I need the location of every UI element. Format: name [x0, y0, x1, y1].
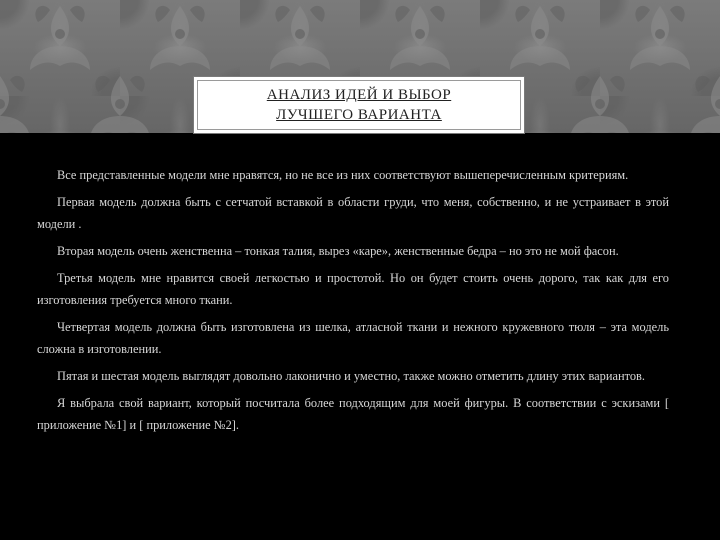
paragraph-3: Вторая модель очень женственна – тонкая талия, вырез «каре», женственные бедра – но это не мой фасон. — [57, 244, 619, 258]
paragraph-7: Я выбрала свой вариант, который посчитала более подходящим для моей фигуры. В соответствии с эскизами [ приложение №1] и [ приложение №2]. — [37, 396, 669, 432]
paragraph-2: Первая модель должна быть с сетчатой вставкой в области груди, что меня, собственно, и не устраивает в этой модели . — [37, 195, 669, 231]
slide-body — [37, 164, 669, 441]
slide-title — [267, 85, 451, 125]
title-line-2: ЛУЧШЕГО ВАРИАНТА — [276, 107, 442, 123]
title-line-1: АНАЛИЗ ИДЕЙ И ВЫБОР — [266, 87, 452, 103]
title-box — [193, 76, 525, 134]
paragraph-1: Все представленные модели мне нравятся, но не все из них соответствуют вышеперечисленным критериям. — [57, 168, 629, 182]
paragraph-5: Четвертая модель должна быть изготовлена из шелка, атласной ткани и нежного кружевного тюля – эта модель сложна в изготовлении. — [37, 320, 669, 356]
paragraph-4: Третья модель мне нравится своей легкостью и простотой. Но он будет стоить очень дорого, так как для его изготовления требуется много ткани. — [37, 271, 669, 307]
paragraph-6: Пятая и шестая модель выглядят довольно лаконично и уместно, также можно отметить длину этих вариантов. — [57, 369, 646, 383]
